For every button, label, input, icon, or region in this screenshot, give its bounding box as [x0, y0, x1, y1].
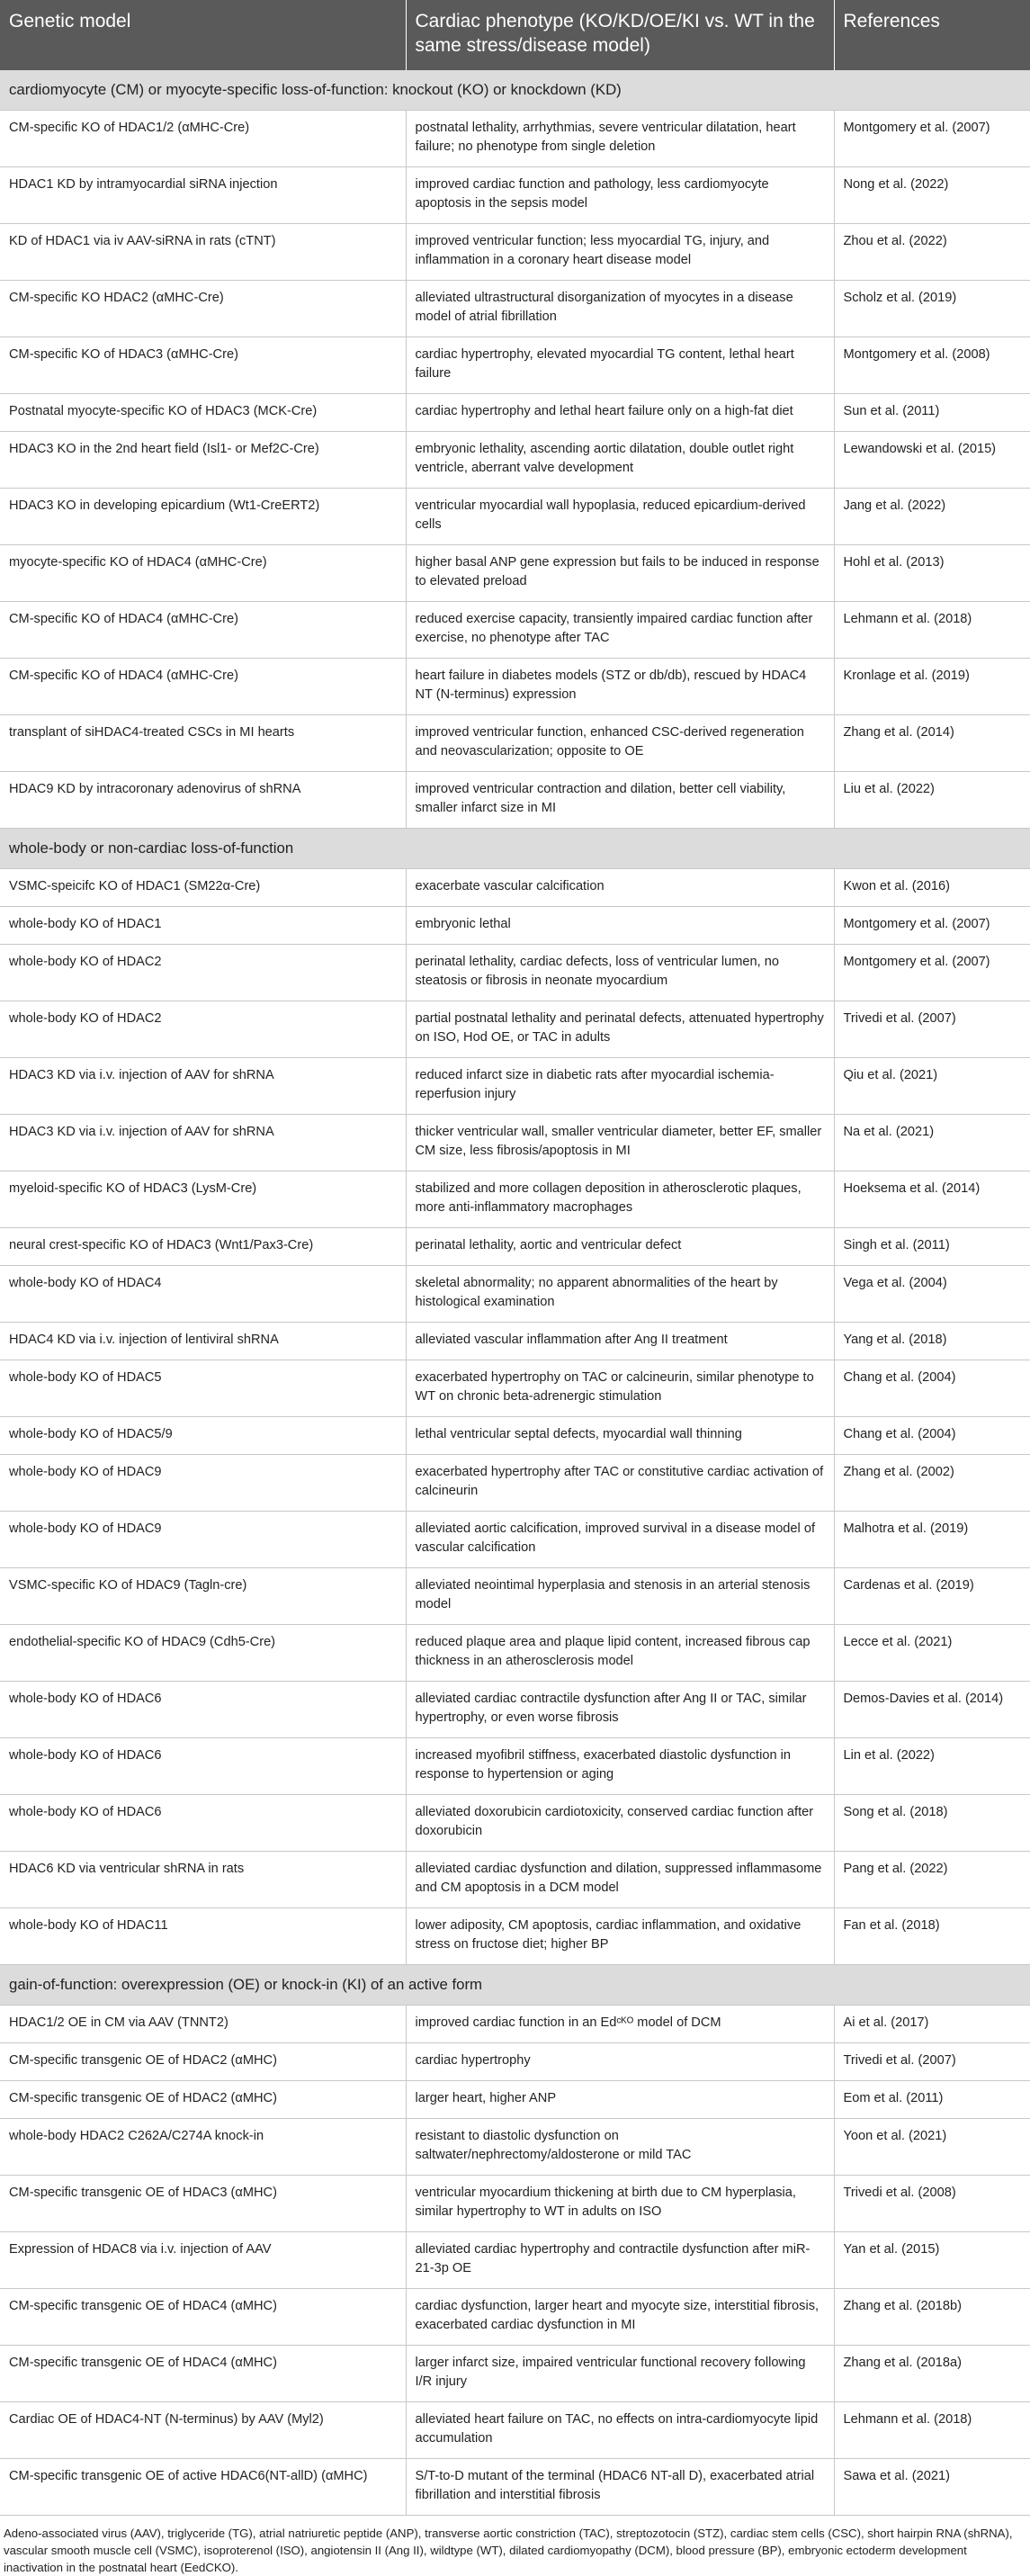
reference-cell: Jang et al. (2022)	[834, 489, 1030, 545]
section-header-row	[0, 829, 1030, 869]
genetic-model-cell: HDAC3 KO in developing epicardium (Wt1-CreERT2)	[0, 489, 406, 545]
reference-cell: Montgomery et al. (2007)	[834, 111, 1030, 167]
genetic-model-cell: whole-body KO of HDAC2	[0, 1001, 406, 1058]
table-row	[0, 2043, 1030, 2081]
cardiac-phenotype-cell: cardiac dysfunction, larger heart and myocyte size, interstitial fibrosis, exacerbated cardiac dysfunction in MI	[406, 2289, 834, 2346]
cardiac-phenotype-cell: thicker ventricular wall, smaller ventricular diameter, better EF, smaller CM size, less fibrosis/apoptosis in MI	[406, 1115, 834, 1171]
cardiac-phenotype-cell: perinatal lethality, cardiac defects, loss of ventricular lumen, no steatosis or fibrosis in neonate myocardium	[406, 945, 834, 1001]
cardiac-phenotype-cell: reduced infarct size in diabetic rats after myocardial ischemia-reperfusion injury	[406, 1058, 834, 1115]
table-row	[0, 907, 1030, 945]
table-body	[0, 70, 1030, 2516]
genetic-model-cell: HDAC3 KO in the 2nd heart field (Isl1- or Mef2C-Cre)	[0, 432, 406, 489]
genetic-model-cell: CM-specific transgenic OE of HDAC3 (αMHC)	[0, 2176, 406, 2232]
cardiac-phenotype-cell: ventricular myocardium thickening at birth due to CM hyperplasia, similar hypertrophy to WT in adults on ISO	[406, 2176, 834, 2232]
table-row	[0, 1512, 1030, 1568]
cardiac-phenotype-cell: embryonic lethal	[406, 907, 834, 945]
table-row	[0, 2459, 1030, 2516]
reference-cell: Eom et al. (2011)	[834, 2081, 1030, 2119]
table-row	[0, 1568, 1030, 1625]
reference-cell: Lecce et al. (2021)	[834, 1625, 1030, 1682]
genetic-model-cell: Cardiac OE of HDAC4-NT (N-terminus) by AAV (Myl2)	[0, 2402, 406, 2459]
reference-cell: Na et al. (2021)	[834, 1115, 1030, 1171]
table-row	[0, 432, 1030, 489]
reference-cell: Fan et al. (2018)	[834, 1908, 1030, 1965]
genetic-model-cell: whole-body KO of HDAC5	[0, 1360, 406, 1417]
reference-cell: Yan et al. (2015)	[834, 2232, 1030, 2289]
header-row	[0, 0, 1030, 70]
genetic-model-cell: neural crest-specific KO of HDAC3 (Wnt1/Pax3-Cre)	[0, 1228, 406, 1266]
table-row	[0, 489, 1030, 545]
cardiac-phenotype-cell: increased myofibril stiffness, exacerbated diastolic dysfunction in response to hypertension or aging	[406, 1738, 834, 1795]
cardiac-phenotype-cell: alleviated doxorubicin cardiotoxicity, conserved cardiac function after doxorubicin	[406, 1795, 834, 1852]
cardiac-phenotype-cell: partial postnatal lethality and perinatal defects, attenuated hypertrophy on ISO, Hod OE, or TAC in adults	[406, 1001, 834, 1058]
table-row	[0, 111, 1030, 167]
table-row	[0, 2081, 1030, 2119]
table-row	[0, 1001, 1030, 1058]
reference-cell: Lehmann et al. (2018)	[834, 602, 1030, 659]
column-header-references: References	[834, 0, 1030, 70]
reference-cell: Vega et al. (2004)	[834, 1266, 1030, 1323]
cardiac-phenotype-cell: S/T-to-D mutant of the terminal (HDAC6 NT-all D), exacerbated atrial fibrillation and interstitial fibrosis	[406, 2459, 834, 2516]
cardiac-phenotype-cell: improved ventricular function; less myocardial TG, injury, and inflammation in a coronary heart disease model	[406, 224, 834, 281]
cardiac-phenotype-cell: embryonic lethality, ascending aortic dilatation, double outlet right ventricle, aberrant valve development	[406, 432, 834, 489]
reference-cell: Hoeksema et al. (2014)	[834, 1171, 1030, 1228]
table-row	[0, 1266, 1030, 1323]
cardiac-phenotype-cell: reduced exercise capacity, transiently impaired cardiac function after exercise, no phenotype after TAC	[406, 602, 834, 659]
section-title: cardiomyocyte (CM) or myocyte-specific loss-of-function: knockout (KO) or knockdown (KD)	[0, 70, 1030, 111]
column-header-genetic-model: Genetic model	[0, 0, 406, 70]
genetic-model-cell: HDAC6 KD via ventricular shRNA in rats	[0, 1852, 406, 1908]
reference-cell: Lewandowski et al. (2015)	[834, 432, 1030, 489]
genetic-model-cell: whole-body KO of HDAC5/9	[0, 1417, 406, 1455]
reference-cell: Montgomery et al. (2008)	[834, 337, 1030, 394]
section-title: whole-body or non-cardiac loss-of-function	[0, 829, 1030, 869]
cardiac-phenotype-cell: exacerbate vascular calcification	[406, 869, 834, 907]
genetic-model-cell: CM-specific transgenic OE of HDAC4 (αMHC)	[0, 2289, 406, 2346]
table-row	[0, 2402, 1030, 2459]
cardiac-phenotype-cell: postnatal lethality, arrhythmias, severe ventricular dilatation, heart failure; no phenotype from single deletion	[406, 111, 834, 167]
table-row	[0, 167, 1030, 224]
reference-cell: Demos-Davies et al. (2014)	[834, 1682, 1030, 1738]
genetic-model-cell: whole-body KO of HDAC1	[0, 907, 406, 945]
table-row	[0, 1360, 1030, 1417]
section-title: gain-of-function: overexpression (OE) or knock-in (KI) of an active form	[0, 1965, 1030, 2006]
reference-cell: Scholz et al. (2019)	[834, 281, 1030, 337]
cardiac-phenotype-cell: lower adiposity, CM apoptosis, cardiac inflammation, and oxidative stress on fructose diet; higher BP	[406, 1908, 834, 1965]
reference-cell: Sun et al. (2011)	[834, 394, 1030, 432]
reference-cell: Nong et al. (2022)	[834, 167, 1030, 224]
genetic-model-cell: whole-body KO of HDAC11	[0, 1908, 406, 1965]
section-header-row	[0, 1965, 1030, 2006]
genetic-model-cell: HDAC1/2 OE in CM via AAV (TNNT2)	[0, 2006, 406, 2043]
cardiac-phenotype-cell: improved cardiac function in an Edᶜᴷᴼ model of DCM	[406, 2006, 834, 2043]
table-row	[0, 1682, 1030, 1738]
genetic-model-cell: whole-body KO of HDAC2	[0, 945, 406, 1001]
reference-cell: Yoon et al. (2021)	[834, 2119, 1030, 2176]
table-row	[0, 2006, 1030, 2043]
cardiac-phenotype-cell: improved ventricular function, enhanced CSC-derived regeneration and neovascularization; opposite to OE	[406, 715, 834, 772]
reference-cell: Chang et al. (2004)	[834, 1417, 1030, 1455]
cardiac-phenotype-cell: alleviated heart failure on TAC, no effects on intra-cardiomyocyte lipid accumulation	[406, 2402, 834, 2459]
reference-cell: Zhang et al. (2002)	[834, 1455, 1030, 1512]
reference-cell: Lehmann et al. (2018)	[834, 2402, 1030, 2459]
genetic-model-cell: myocyte-specific KO of HDAC4 (αMHC-Cre)	[0, 545, 406, 602]
table-row	[0, 1738, 1030, 1795]
cardiac-phenotype-cell: reduced plaque area and plaque lipid content, increased fibrous cap thickness in an atherosclerosis model	[406, 1625, 834, 1682]
genetic-model-cell: whole-body HDAC2 C262A/C274A knock-in	[0, 2119, 406, 2176]
cardiac-phenotype-cell: heart failure in diabetes models (STZ or db/db), rescued by HDAC4 NT (N-terminus) expression	[406, 659, 834, 715]
cardiac-phenotype-cell: alleviated cardiac dysfunction and dilation, suppressed inflammasome and CM apoptosis in a DCM model	[406, 1852, 834, 1908]
cardiac-phenotype-cell: lethal ventricular septal defects, myocardial wall thinning	[406, 1417, 834, 1455]
table-row	[0, 869, 1030, 907]
cardiac-phenotype-cell: alleviated ultrastructural disorganization of myocytes in a disease model of atrial fibrillation	[406, 281, 834, 337]
genetic-model-cell: whole-body KO of HDAC6	[0, 1738, 406, 1795]
table-row	[0, 1115, 1030, 1171]
reference-cell: Yang et al. (2018)	[834, 1323, 1030, 1360]
reference-cell: Liu et al. (2022)	[834, 772, 1030, 829]
cardiac-phenotype-cell: cardiac hypertrophy, elevated myocardial TG content, lethal heart failure	[406, 337, 834, 394]
cardiac-phenotype-cell: cardiac hypertrophy and lethal heart failure only on a high-fat diet	[406, 394, 834, 432]
reference-cell: Kwon et al. (2016)	[834, 869, 1030, 907]
cardiac-phenotype-cell: resistant to diastolic dysfunction on saltwater/nephrectomy/aldosterone or mild TAC	[406, 2119, 834, 2176]
table-row	[0, 224, 1030, 281]
genetic-model-cell: VSMC-speicifc KO of HDAC1 (SM22α-Cre)	[0, 869, 406, 907]
genetic-model-cell: whole-body KO of HDAC4	[0, 1266, 406, 1323]
reference-cell: Sawa et al. (2021)	[834, 2459, 1030, 2516]
genetic-model-cell: Postnatal myocyte-specific KO of HDAC3 (MCK-Cre)	[0, 394, 406, 432]
genetic-model-cell: Expression of HDAC8 via i.v. injection of AAV	[0, 2232, 406, 2289]
genetic-model-cell: myeloid-specific KO of HDAC3 (LysM-Cre)	[0, 1171, 406, 1228]
genetic-model-cell: CM-specific KO HDAC2 (αMHC-Cre)	[0, 281, 406, 337]
genetic-model-cell: HDAC4 KD via i.v. injection of lentiviral shRNA	[0, 1323, 406, 1360]
table-row	[0, 1625, 1030, 1682]
section-header-row	[0, 70, 1030, 111]
reference-cell: Zhou et al. (2022)	[834, 224, 1030, 281]
genetic-model-cell: CM-specific transgenic OE of active HDAC6(NT-allD) (αMHC)	[0, 2459, 406, 2516]
genetic-model-cell: CM-specific transgenic OE of HDAC2 (αMHC)	[0, 2081, 406, 2119]
cardiac-phenotype-cell: alleviated aortic calcification, improved survival in a disease model of vascular calcification	[406, 1512, 834, 1568]
genetic-model-cell: CM-specific transgenic OE of HDAC4 (αMHC)	[0, 2346, 406, 2402]
cardiac-phenotype-cell: stabilized and more collagen deposition in atherosclerotic plaques, more anti-inflammatory macrophages	[406, 1171, 834, 1228]
genetic-model-cell: CM-specific transgenic OE of HDAC2 (αMHC)	[0, 2043, 406, 2081]
table-footnote: Adeno-associated virus (AAV), triglyceride (TG), atrial natriuretic peptide (ANP), transverse aortic constriction (TAC), streptozotocin (STZ), cardiac stem cells (CSC), short hairpin RNA (shRNA), vascular smooth muscle cell (VSMC), isoproterenol (ISO), angiotensin II (Ang II), wildtype (WT), dilated cardiomyopathy (DCM), blood pressure (BP), embryonic ectoderm development inactivation in the postnatal heart (EedCKO).	[4, 2527, 1013, 2574]
genetic-model-cell: CM-specific KO of HDAC4 (αMHC-Cre)	[0, 659, 406, 715]
reference-cell: Lin et al. (2022)	[834, 1738, 1030, 1795]
table-row	[0, 2176, 1030, 2232]
table-row	[0, 945, 1030, 1001]
cardiac-phenotype-cell: alleviated vascular inflammation after Ang II treatment	[406, 1323, 834, 1360]
cardiac-phenotype-cell: alleviated neointimal hyperplasia and stenosis in an arterial stenosis model	[406, 1568, 834, 1625]
cardiac-phenotype-cell: ventricular myocardial wall hypoplasia, reduced epicardium-derived cells	[406, 489, 834, 545]
genetic-model-cell: endothelial-specific KO of HDAC9 (Cdh5-Cre)	[0, 1625, 406, 1682]
reference-cell: Kronlage et al. (2019)	[834, 659, 1030, 715]
reference-cell: Song et al. (2018)	[834, 1795, 1030, 1852]
cardiac-phenotype-cell: larger infarct size, impaired ventricular functional recovery following I/R injury	[406, 2346, 834, 2402]
reference-cell: Trivedi et al. (2008)	[834, 2176, 1030, 2232]
reference-cell: Malhotra et al. (2019)	[834, 1512, 1030, 1568]
table-row	[0, 2119, 1030, 2176]
cardiac-phenotype-cell: cardiac hypertrophy	[406, 2043, 834, 2081]
reference-cell: Ai et al. (2017)	[834, 2006, 1030, 2043]
cardiac-phenotype-cell: exacerbated hypertrophy on TAC or calcineurin, similar phenotype to WT on chronic beta-adrenergic stimulation	[406, 1360, 834, 1417]
cardiac-phenotype-cell: alleviated cardiac hypertrophy and contractile dysfunction after miR-21-3p OE	[406, 2232, 834, 2289]
table-row	[0, 337, 1030, 394]
genetic-model-cell: whole-body KO of HDAC9	[0, 1455, 406, 1512]
cardiac-phenotype-cell: larger heart, higher ANP	[406, 2081, 834, 2119]
cardiac-phenotype-cell: skeletal abnormality; no apparent abnormalities of the heart by histological examination	[406, 1266, 834, 1323]
reference-cell: Trivedi et al. (2007)	[834, 2043, 1030, 2081]
table-row	[0, 1228, 1030, 1266]
table-row	[0, 1171, 1030, 1228]
table-row	[0, 602, 1030, 659]
table-row	[0, 1908, 1030, 1965]
table-row	[0, 1323, 1030, 1360]
reference-cell: Chang et al. (2004)	[834, 1360, 1030, 1417]
genetic-model-cell: HDAC1 KD by intramyocardial siRNA injection	[0, 167, 406, 224]
table-row	[0, 2346, 1030, 2402]
genetic-model-cell: HDAC9 KD by intracoronary adenovirus of shRNA	[0, 772, 406, 829]
cardiac-phenotype-cell: alleviated cardiac contractile dysfunction after Ang II or TAC, similar hypertrophy, or even worse fibrosis	[406, 1682, 834, 1738]
reference-cell: Qiu et al. (2021)	[834, 1058, 1030, 1115]
table-row	[0, 715, 1030, 772]
genetic-model-cell: whole-body KO of HDAC6	[0, 1682, 406, 1738]
genetic-model-cell: VSMC-specific KO of HDAC9 (Tagln-cre)	[0, 1568, 406, 1625]
table-row	[0, 1058, 1030, 1115]
genetic-model-cell: whole-body KO of HDAC6	[0, 1795, 406, 1852]
table-row	[0, 1417, 1030, 1455]
reference-cell: Zhang et al. (2018b)	[834, 2289, 1030, 2346]
table-row	[0, 772, 1030, 829]
table-row	[0, 2289, 1030, 2346]
reference-cell: Zhang et al. (2018a)	[834, 2346, 1030, 2402]
table-row	[0, 281, 1030, 337]
cardiac-phenotype-cell: exacerbated hypertrophy after TAC or constitutive cardiac activation of calcineurin	[406, 1455, 834, 1512]
table-row	[0, 1455, 1030, 1512]
genetic-model-cell: CM-specific KO of HDAC3 (αMHC-Cre)	[0, 337, 406, 394]
cardiac-phenotype-cell: improved ventricular contraction and dilation, better cell viability, smaller infarct size in MI	[406, 772, 834, 829]
reference-cell: Hohl et al. (2013)	[834, 545, 1030, 602]
reference-cell: Pang et al. (2022)	[834, 1852, 1030, 1908]
reference-cell: Zhang et al. (2014)	[834, 715, 1030, 772]
table-row	[0, 1852, 1030, 1908]
genetic-model-cell: whole-body KO of HDAC9	[0, 1512, 406, 1568]
table-row	[0, 2232, 1030, 2289]
cardiac-phenotype-cell: higher basal ANP gene expression but fails to be induced in response to elevated preload	[406, 545, 834, 602]
genetic-model-cell: CM-specific KO of HDAC1/2 (αMHC-Cre)	[0, 111, 406, 167]
column-header-cardiac-phenotype: Cardiac phenotype (KO/KD/OE/KI vs. WT in the same stress/disease model)	[406, 0, 834, 70]
table-header	[0, 0, 1030, 70]
cardiac-phenotype-cell: perinatal lethality, aortic and ventricular defect	[406, 1228, 834, 1266]
genetic-model-cell: HDAC3 KD via i.v. injection of AAV for shRNA	[0, 1115, 406, 1171]
table-row	[0, 545, 1030, 602]
genetic-model-cell: CM-specific KO of HDAC4 (αMHC-Cre)	[0, 602, 406, 659]
genetic-model-cell: KD of HDAC1 via iv AAV-siRNA in rats (cTNT)	[0, 224, 406, 281]
table-row	[0, 1795, 1030, 1852]
genetic-model-cell: HDAC3 KD via i.v. injection of AAV for shRNA	[0, 1058, 406, 1115]
reference-cell: Cardenas et al. (2019)	[834, 1568, 1030, 1625]
reference-cell: Montgomery et al. (2007)	[834, 907, 1030, 945]
reference-cell: Singh et al. (2011)	[834, 1228, 1030, 1266]
reference-cell: Montgomery et al. (2007)	[834, 945, 1030, 1001]
reference-cell: Trivedi et al. (2007)	[834, 1001, 1030, 1058]
genetic-model-cell: transplant of siHDAC4-treated CSCs in MI hearts	[0, 715, 406, 772]
table-row	[0, 659, 1030, 715]
table-row	[0, 394, 1030, 432]
cardiac-phenotype-cell: improved cardiac function and pathology, less cardiomyocyte apoptosis in the sepsis model	[406, 167, 834, 224]
